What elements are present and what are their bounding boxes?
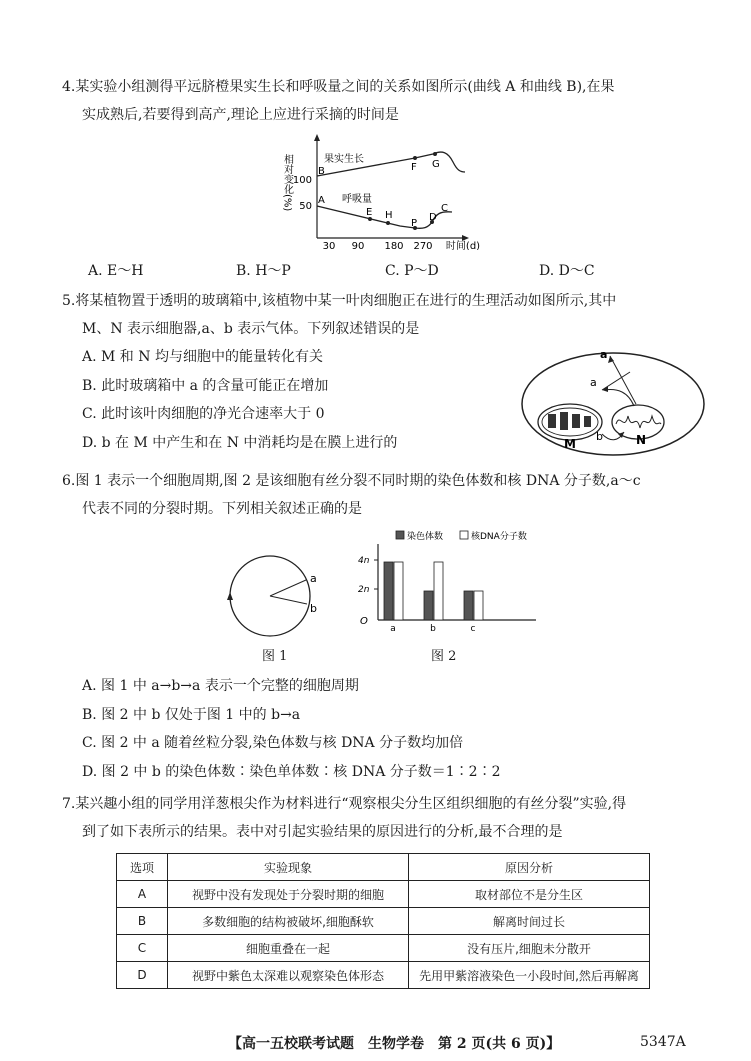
q4-stem-line1: 4.某实验小组测得平远脐橙果实生长和呼吸量之间的关系如图所示(曲线 A 和曲线 B),在果: [62, 79, 615, 95]
bar-a-dna: [394, 562, 403, 620]
q6-stem-line1: 6.图 1 表示一个细胞周期,图 2 是该细胞有丝分裂不同时期的染色体数和核 DNA 分子数,a～c: [62, 473, 641, 489]
origin-O: O: [360, 616, 368, 627]
q5-option-b: B. 此时玻璃箱中 a 的含量可能正在增加: [82, 378, 329, 394]
q7-table: [116, 853, 650, 989]
cell-cause: 没有压片,细胞未分散开: [409, 935, 650, 962]
point-H: H: [385, 210, 393, 221]
q6-option-d: D. 图 2 中 b 的染色体数∶染色单体数∶核 DNA 分子数＝1∶2∶2: [82, 764, 501, 780]
ytick-50: 50: [299, 201, 312, 212]
table-row: [117, 908, 650, 935]
xtick-90: 90: [351, 241, 365, 250]
point-E: E: [366, 207, 373, 218]
page-code: 5347A: [640, 1034, 686, 1050]
q7-stem-line1: 7.某兴趣小组的同学用洋葱根尖作为材料进行“观察根尖分生区组织细胞的有丝分裂”实验,得: [62, 796, 627, 812]
cell-phenomenon: 视野中紫色太深难以观察染色体形态: [168, 962, 409, 989]
cell-option: C: [117, 935, 168, 962]
bar-a-chromosome: [384, 562, 393, 620]
xtick-180: 180: [384, 241, 404, 250]
table-row: [117, 881, 650, 908]
q6-option-b: B. 图 2 中 b 仅处于图 1 中的 b→a: [82, 707, 301, 723]
table-header-row: [117, 854, 650, 881]
label-fruit-growth: 果实生长: [324, 154, 364, 165]
q4-option-c: C. P～D: [385, 263, 439, 279]
point-P: P: [411, 218, 418, 229]
point-A: A: [318, 195, 325, 206]
ytick-4n: 4n: [358, 556, 370, 566]
bar-b-chromosome: [424, 591, 433, 620]
cell-phenomenon: 细胞重叠在一起: [168, 935, 409, 962]
q6-option-c: C. 图 2 中 a 随着丝粒分裂,染色体数与核 DNA 分子数均加倍: [82, 735, 464, 751]
cell-option: B: [117, 908, 168, 935]
q5-stem-line1: 5.将某植物置于透明的玻璃箱中,该植物中某一叶肉细胞正在进行的生理活动如图所示,其中: [62, 293, 617, 309]
label-M: M: [564, 437, 576, 451]
xtick-a: a: [390, 624, 396, 634]
point-F: F: [411, 162, 417, 173]
cell-cause: 先用甲紫溶液染色一小段时间,然后再解离: [409, 962, 650, 989]
ytick-2n: 2n: [358, 585, 370, 595]
q6-option-a: A. 图 1 中 a→b→a 表示一个完整的细胞周期: [82, 678, 359, 694]
label-respiration: 呼吸量: [342, 194, 372, 205]
q7-stem-line2: 到了如下表所示的结果。表中对引起实验结果的原因进行的分析,最不合理的是: [82, 824, 563, 840]
q6-fig1-caption: 图 1: [262, 649, 288, 664]
table-row: [117, 935, 650, 962]
q6-fig1-cell-cycle: [222, 546, 332, 646]
xtick-b: b: [430, 624, 436, 634]
q4-option-a: A. E～H: [88, 263, 144, 279]
label-a-mid: a: [590, 376, 597, 389]
q4-option-d: D. D～C: [539, 263, 595, 279]
cell-option: A: [117, 881, 168, 908]
ytick-100: 100: [292, 175, 312, 186]
q4-growth-respiration-graph: [280, 128, 495, 250]
legend-swatch-chromosome: [396, 531, 404, 539]
page-footer: 【高一五校联考试题 生物学卷 第 2 页(共 6 页)】: [228, 1036, 561, 1052]
q5-stem-line2: M、N 表示细胞器,a、b 表示气体。下列叙述错误的是: [82, 321, 420, 337]
point-G: G: [432, 159, 440, 170]
cell-phenomenon: 视野中没有发现处于分裂时期的细胞: [168, 881, 409, 908]
x-axis-label: 时间(d): [445, 241, 481, 250]
fig1-label-a: a: [310, 572, 317, 585]
legend-swatch-dna: [460, 531, 468, 539]
point-B: B: [318, 166, 325, 177]
y-axis-label: 相对变化(%): [281, 154, 293, 212]
xtick-c: c: [470, 624, 476, 634]
q5-option-d: D. b 在 M 中产生和在 N 中消耗均是在膜上进行的: [82, 435, 398, 451]
bar-c-dna: [474, 591, 483, 620]
fig1-label-b: b: [310, 602, 317, 615]
q4-option-b: B. H～P: [236, 263, 291, 279]
label-b: b: [596, 430, 603, 443]
th-cause: 原因分析: [409, 854, 650, 881]
bar-b-dna: [434, 562, 443, 620]
xtick-270: 270: [413, 241, 433, 250]
q5-option-c: C. 此时该叶肉细胞的净光合速率大于 0: [82, 406, 325, 422]
q6-fig2-bar-chart: [356, 528, 546, 636]
cell-cause: 解离时间过长: [409, 908, 650, 935]
chloroplast-M: [538, 404, 602, 440]
legend-chromosome: 染色体数: [407, 532, 444, 542]
q6-fig2-caption: 图 2: [431, 649, 457, 664]
cell-phenomenon: 多数细胞的结构被破坏,细胞酥软: [168, 908, 409, 935]
q5-option-a: A. M 和 N 均与细胞中的能量转化有关: [82, 349, 323, 365]
point-C: C: [441, 203, 448, 214]
table-row: [117, 962, 650, 989]
point-D: D: [429, 212, 437, 223]
cell-option: D: [117, 962, 168, 989]
label-N: N: [636, 433, 647, 447]
q5-cell-diagram: [518, 346, 708, 458]
cell-cause: 取材部位不是分生区: [409, 881, 650, 908]
xtick-30: 30: [322, 241, 336, 250]
legend-dna: 核DNA分子数: [471, 532, 527, 542]
th-phenomenon: 实验现象: [168, 854, 409, 881]
th-option: 选项: [117, 854, 168, 881]
bar-c-chromosome: [464, 591, 473, 620]
q6-stem-line2: 代表不同的分裂时期。下列相关叙述正确的是: [82, 501, 362, 517]
label-a-top: a: [600, 348, 608, 361]
q4-stem-line2: 实成熟后,若要得到高产,理论上应进行采摘的时间是: [82, 107, 399, 123]
